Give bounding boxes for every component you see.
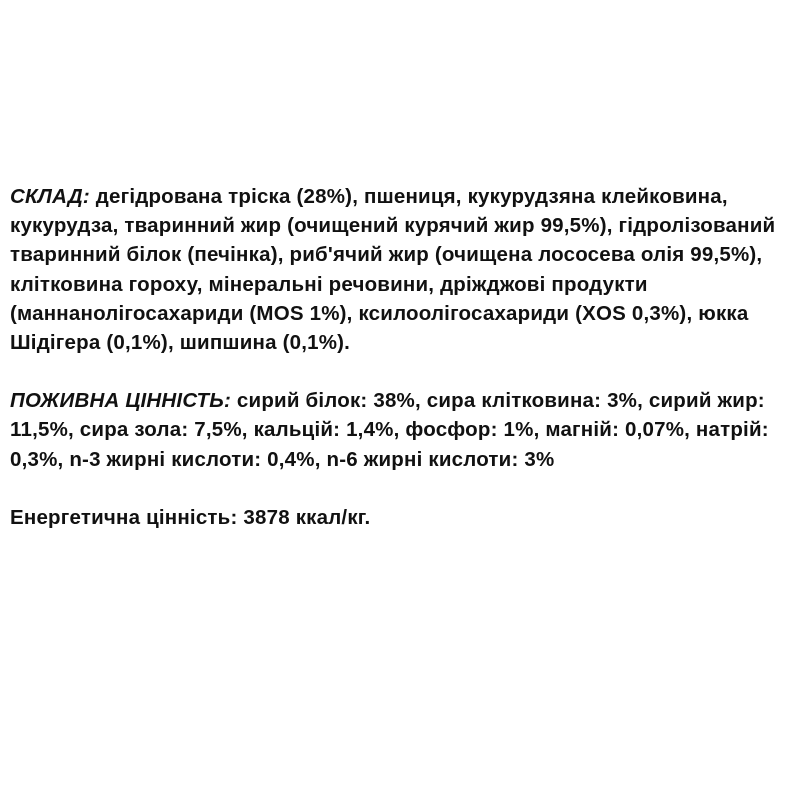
nutrition-text: сирий білок: 38%, сира клітковина: 3%, сирий жир: 11,5%, сира зола: 7,5%, кальцій: 1,4%, фосфор: 1%, магній: 0,07%, натрій: 0,3%, n-3 жирні кислоти: 0,4%, n-6 жирні кислоти: 3% xyxy=(10,389,769,471)
composition-text: дегідрована тріска (28%), пшениця, кукурудзяна клейковина, кукурудза, тваринний жир (очищений курячий жир 99,5%), гідролізований тваринний білок (печінка), риб'ячий жир (очищена лососева олія 99,5%), клітковина гороху, мінеральні речовини, дріжджові продукти (маннанолігосахариди (MOS 1%), ксилоолігосахариди (XOS 0,3%), юкка Шідігера (0,1%), шипшина (0,1%). xyxy=(10,185,776,355)
composition-paragraph xyxy=(10,182,785,357)
energy-text: Енергетична цінність: 3878 ккал/кг. xyxy=(10,505,371,529)
nutrition-label: ПОЖИВНА ЦІННІСТЬ: xyxy=(10,389,232,413)
nutrition-paragraph xyxy=(10,386,785,474)
composition-label: СКЛАД: xyxy=(10,185,90,208)
energy-paragraph xyxy=(10,503,785,532)
product-composition-sheet xyxy=(10,182,785,532)
